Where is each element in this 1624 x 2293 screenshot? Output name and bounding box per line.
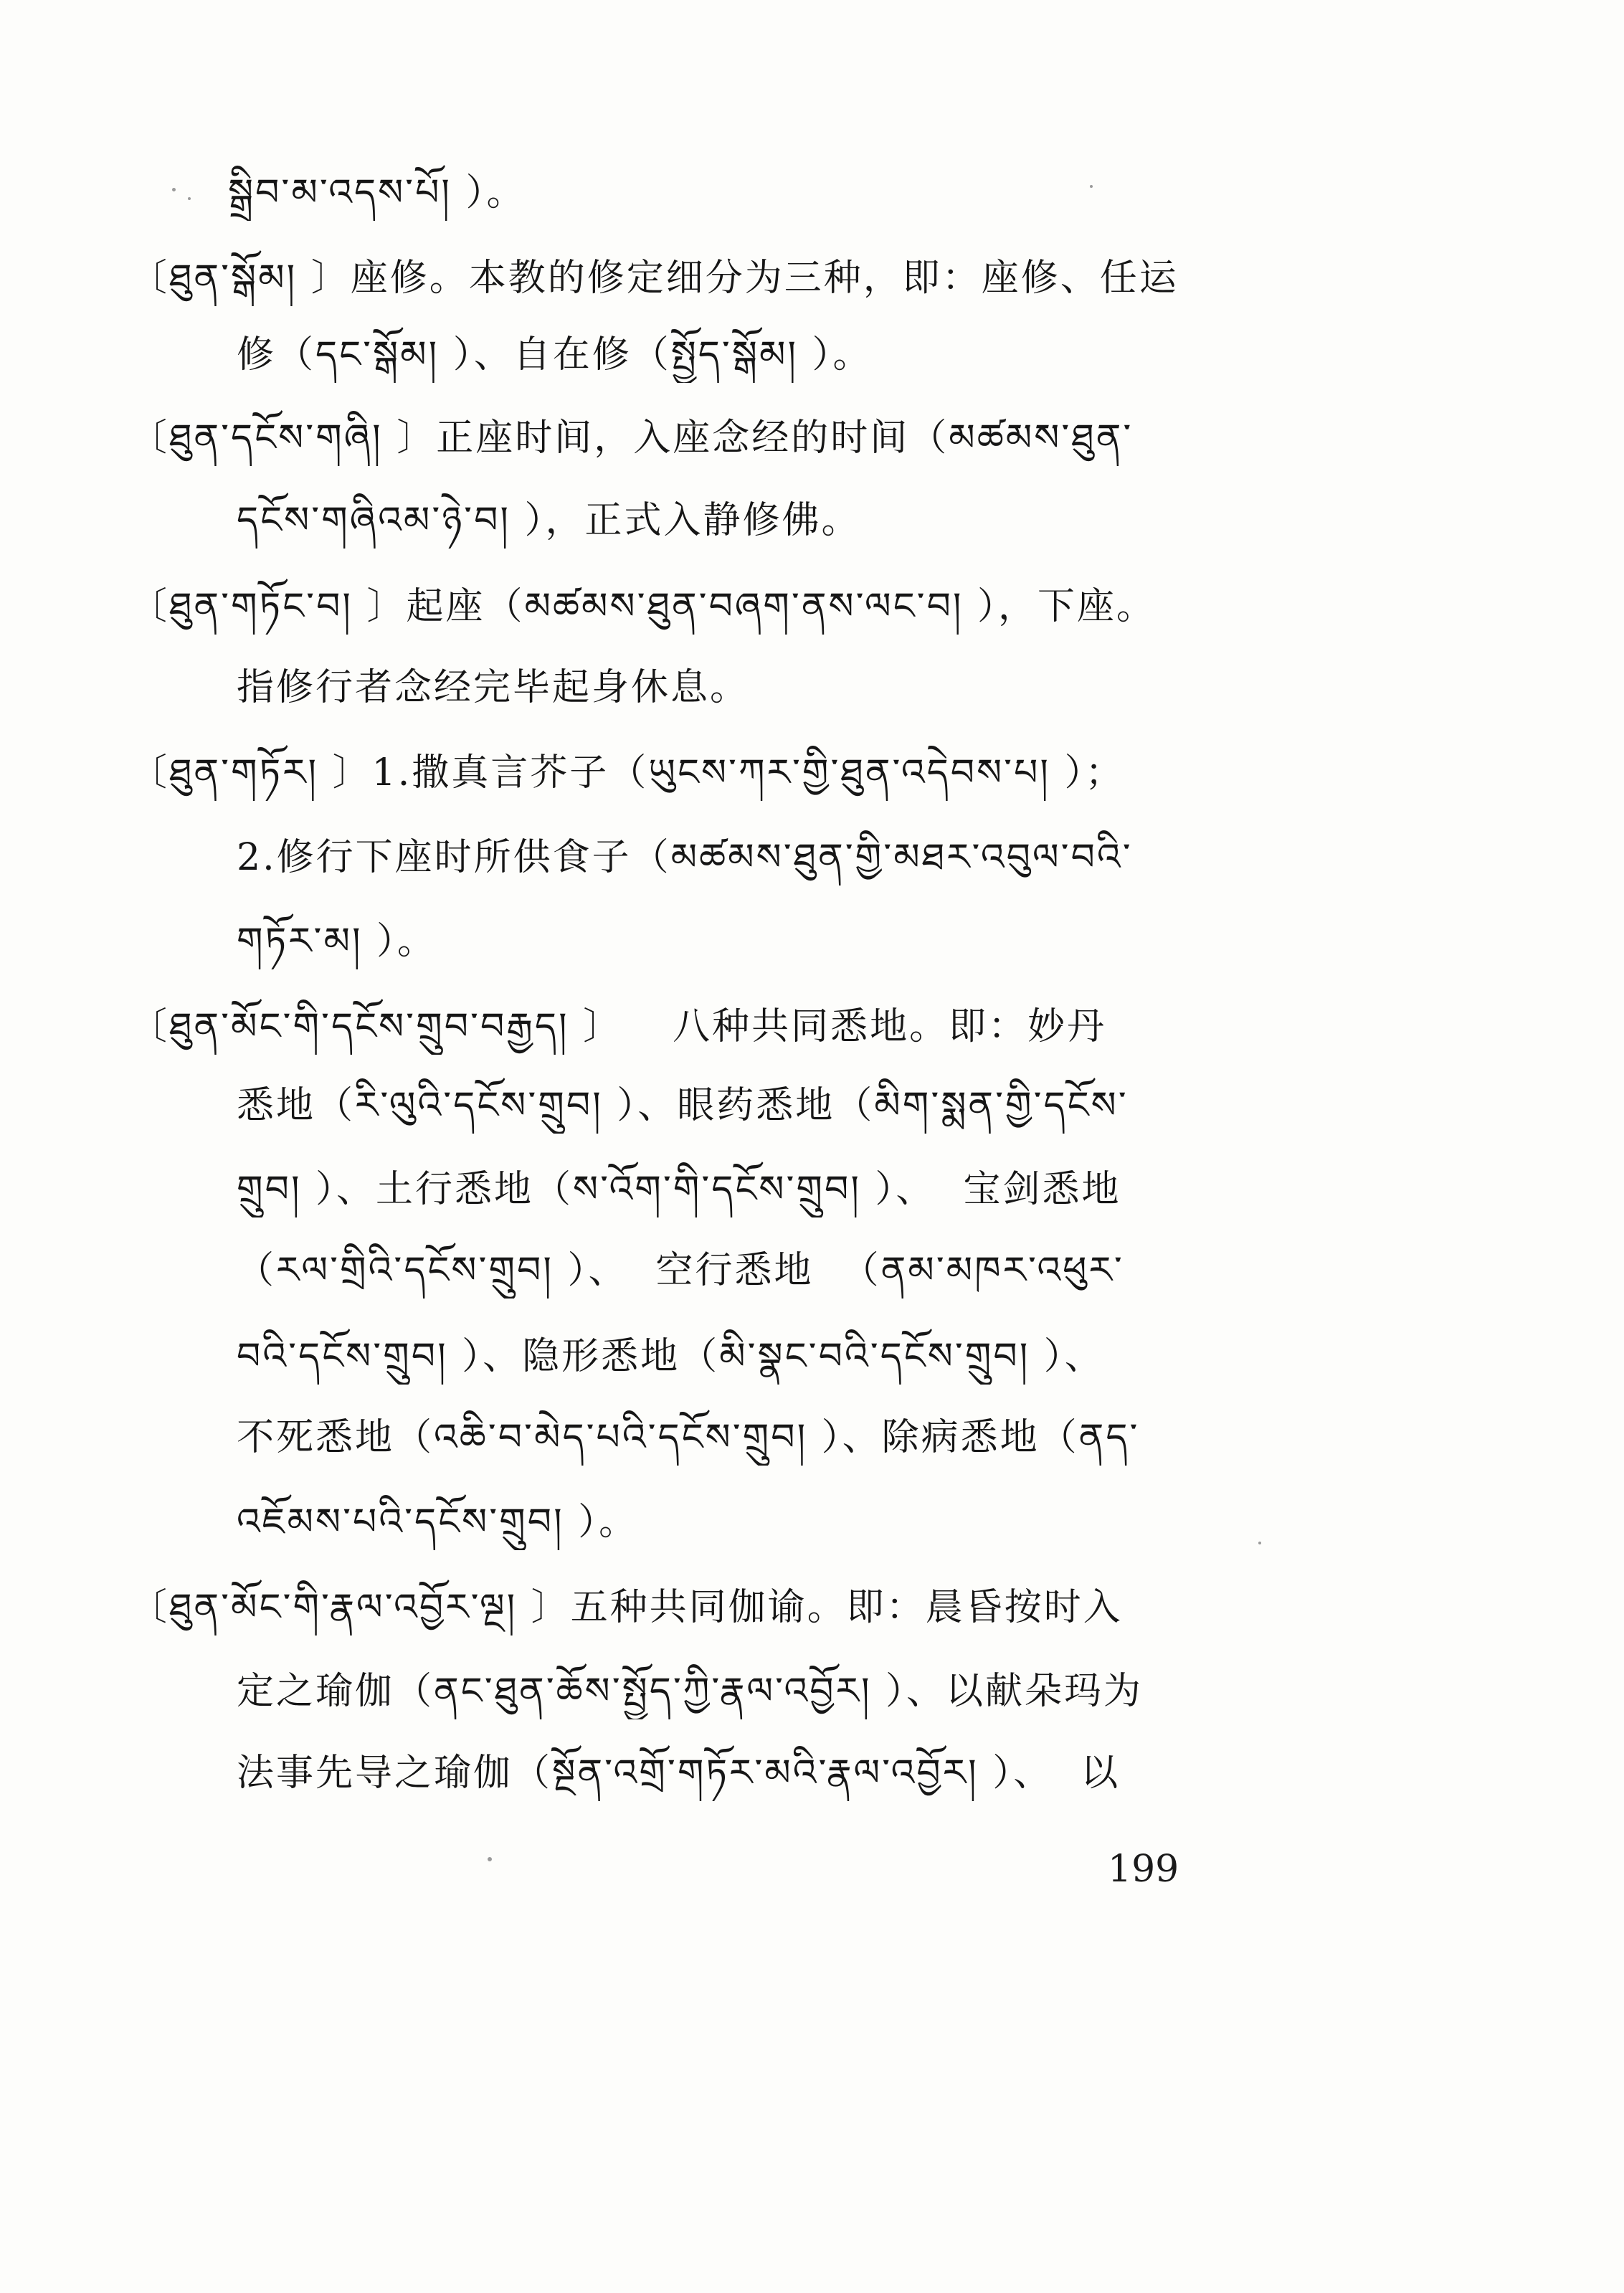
- entry-line: [130, 579, 1559, 635]
- entry-line: [237, 327, 1559, 383]
- entry-line: [237, 1078, 1559, 1134]
- entry-line: [237, 1745, 1559, 1801]
- entry-line: [237, 660, 1559, 716]
- entry-line: [237, 1494, 1559, 1550]
- entry-line: [237, 1329, 1559, 1385]
- entry-line: [130, 999, 1559, 1055]
- entry-line: [130, 1580, 1559, 1636]
- entry-headword: 〔ཐུན་མོང་གི་རྣལ་འབྱོར་ལྔ། 〕: [130, 1586, 571, 1629]
- entry-line: [237, 1663, 1559, 1719]
- entry-text: 起座（མཚམས་ཐུན་བཞག་ནས་ལང་བ། ），下座。: [406, 585, 1157, 628]
- entry-headword: 〔ཐུན་དངོས་གཞི། 〕: [130, 417, 437, 460]
- scan-speck: [188, 197, 191, 200]
- entry-text: 1.撒真言芥子（ཡུངས་ཀར་གྱི་ཐུན་འདེབས་པ། ）；: [371, 751, 1125, 794]
- entry-text: 2.修行下座时所供食子（མཚམས་ཐུན་གྱི་མཐར་འབུལ་བའི་: [237, 836, 1133, 879]
- entry-text: 指修行者念经完毕起身休息。: [237, 666, 750, 709]
- entry-text: 八种共同悉地。即：妙丹: [673, 1005, 1107, 1048]
- entry-line: [237, 1162, 1559, 1217]
- entry-text: 修（དང་སྒོམ། ）、自在修（སྤྱོད་སྒོམ། ）。: [237, 333, 873, 376]
- entry-headword: 〔ཐུན་གཏོར། 〕: [130, 751, 372, 794]
- entry-text: གཏོར་མ། ）。: [237, 920, 437, 963]
- entry-line: [130, 250, 1559, 306]
- entry-line: [228, 165, 1559, 221]
- entry-headword: 〔ཐུན་མོང་གི་དངོས་གྲུབ་བརྒྱད། 〕: [130, 1005, 623, 1048]
- entry-text: 定之瑜伽（ནང་ཐུན་ཆོས་སྤྱོད་ཀྱི་རྣལ་འབྱོར། ）、以献朵玛为: [237, 1670, 1144, 1713]
- entry-line: [130, 745, 1559, 801]
- entry-text: （རལ་གྲིའི་དངོས་གྲུབ། ）、 空行悉地 （ནམ་མཁར་འཕུར་: [237, 1249, 1124, 1292]
- entry-line: [130, 410, 1559, 466]
- entry-line: [237, 1410, 1559, 1466]
- entry-text: 悉地（རི་ལུའི་དངོས་གྲུབ། ）、眼药悉地（མིག་སྨན་གྱི་དངོས་: [237, 1084, 1129, 1127]
- entry-line: [237, 1243, 1559, 1299]
- entry-text: 五种共同伽谕。即：晨昏按时入: [570, 1586, 1123, 1629]
- entry-text: འཇོམས་པའི་དངོས་གྲུབ། ）。: [237, 1501, 639, 1544]
- entry-text: གྲུབ། ）、土行悉地（ས་འོག་གི་དངོས་གྲུབ། ）、 宝剑悉地: [237, 1168, 1121, 1211]
- entry-text: 正座时间，入座念经的时间（མཚམས་ཐུན་: [436, 417, 1134, 460]
- entry-line: [237, 830, 1559, 886]
- entry-text: 法事先导之瑜伽（སྔོན་འགྲོ་གཏོར་མའི་རྣལ་འབྱོར། ）、 以: [237, 1752, 1121, 1795]
- entry-text: དངོས་གཞིའམ་ཉེ་བ། ），正式入静修佛。: [237, 499, 861, 542]
- entry-text: 座修。本教的修定细分为三种，即：座修、任运: [350, 257, 1179, 300]
- continued-text: སྒྲིབ་མ་འདས་པོ། ）。: [228, 171, 526, 214]
- entry-headword: 〔ཐུན་སྒོམ། 〕: [130, 257, 351, 300]
- scan-speck: [172, 188, 176, 191]
- page-number: 199: [1108, 1848, 1179, 1891]
- entry-text: བའི་དངོས་གྲུབ། ）、隐形悉地（མི་སྣང་བའི་དངོས་གྲུབ། ）、: [237, 1335, 1104, 1378]
- entry-text: 不死悉地（འཆི་བ་མེད་པའི་དངོས་གྲུབ། ）、除病悉地（ནད་: [237, 1416, 1140, 1459]
- entry-headword: 〔ཐུན་གཏོང་བ། 〕: [130, 585, 407, 628]
- entry-line: [237, 493, 1559, 549]
- scan-speck: [488, 1857, 492, 1861]
- entry-line: [237, 913, 1559, 969]
